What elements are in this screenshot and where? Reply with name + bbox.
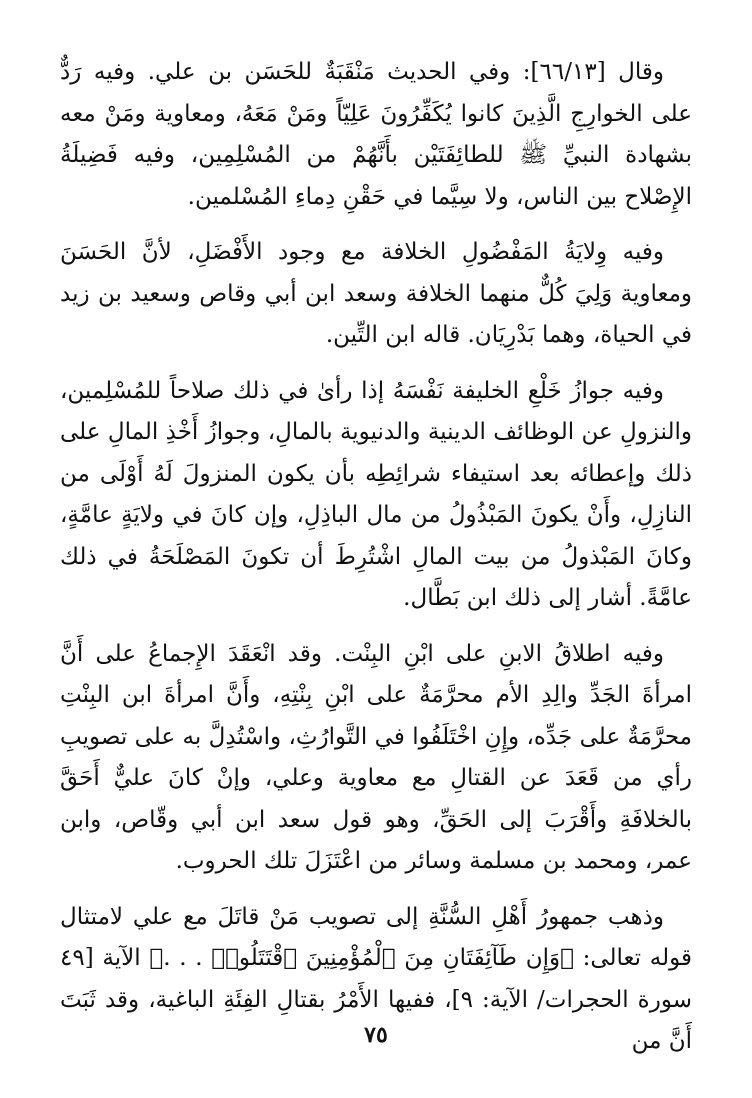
- paragraph-4: وفيه اطلاقُ الابنِ على ابْنِ البِنْت. وقد انْعَقَدَ الإِجماعُ على أَنَّ امرأةَ الجَدِّ والِدِ الأم محرَّمَةٌ على ابْنِ بِنْتِهِ، وأَنَّ امرأةَ ابن البِنْتِ محرَّمَةٌ على جَدِّه، وإِنِ اخْتَلَفُوا في التَّوارُثِ، واسْتُدِلَّ به على تصويبِ رأي من قَعَدَ عن القتالِ مع معاوية وعلي، وإنْ كانَ عليٌّ أَحَقَّ بالخلافَةِ وأَقْرَبَ إلى الحَقِّ، وهو قول سعد ابن أبي وقّاص، وابن عمر، ومحمد بن مسلمة وسائر من اعْتَزَلَ تلك الحروب.: [60, 640, 692, 874]
- paragraph-1: وقال [٦٦/١٣]: وفي الحديث مَنْقَبَةٌ للحَسَن بن علي. وفيه رَدٌّ على الخوارِجِ الَّذِينَ كانوا يُكَفِّرُونَ عَلِيّاً ومَنْ مَعَهُ، ومعاوية ومَنْ معه بشهادة النبيِّ ﷺ للطائِفَتَيْن بأَنَّهُمْ من المُسْلِمِين، وفيه فَضِيلَةُ الإِصْلاح بين الناس، ولا سِيَّما في حَقْنِ دِماءِ المُسْلمين.: [60, 59, 692, 210]
- page-number: ٧٥: [364, 1022, 388, 1048]
- paragraph-2: وفيه وِلايَةُ المَفْضُولِ الخلافة مع وجود الأَفْضَلِ، لأنَّ الحَسَنَ ومعاوية وَلِيَ كُلٌّ منهما الخلافة وسعد ابن أبي وقاص وسعيد بن زيد في الحياة، وهما بَدْرِيَان. قاله ابن التِّين.: [60, 239, 692, 348]
- paragraph-3: وفيه جوازُ خَلْعِ الخليفة نَفْسَهُ إذا رأىٰ في ذلك صلاحاً للمُسْلِمين، والنزولِ عن الوظائف الدينية والدنيوية بالمالِ، وجوازُ أَخْذِ المالِ على ذلك وإعطائه بعد استيفاء شرائِطِه بأن يكون المنزولَ لَهُ أَوْلَى من النازِلِ، وأَنْ يكونَ المَبْذُولُ من مال الباذِلِ، وإن كانَ في ولايَةٍ عامَّةٍ، وكانَ المَبْذولُ من بيت المالِ اشْتُرِطَ أن تكونَ المَصْلَحَةُ في ذلك عامَّةً. أشار إلى ذلك ابن بَطَّال.: [60, 377, 692, 611]
- paragraph-5: وذهب جمهورُ أَهْلِ السُّنَّةِ إلى تصويب مَنْ قاتَلَ مع علي لامتثال قوله تعالى: ﴿وَإِن طَآئِفَتَانِ مِنَ ٱلْمُؤْمِنِينَ ٱقْتَتَلُوا۟ . . .﴾ الآية [٤٩ سورة الحجرات/ الآية: ٩]، ففيها الأَمْرُ بقتالِ الفِئَةِ الباغية، وقد ثَبَتَ أَنَّ من: [60, 903, 692, 1054]
- page-body: [60, 52, 692, 1063]
